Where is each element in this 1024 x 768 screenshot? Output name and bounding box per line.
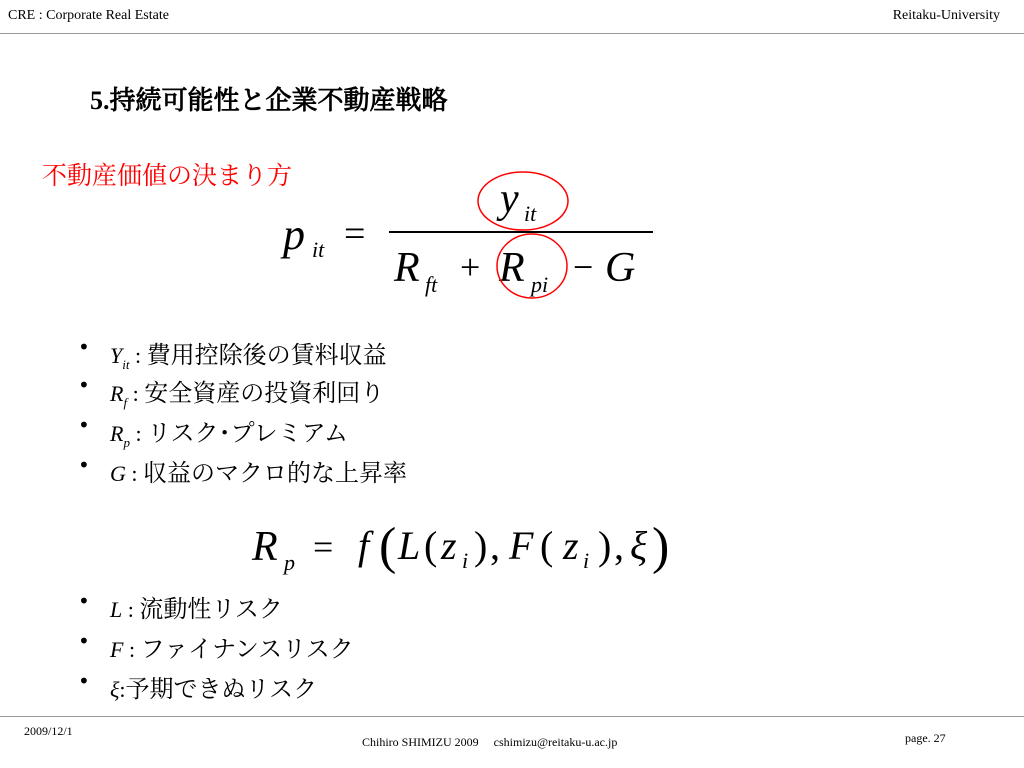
slide-title-text: 持続可能性と企業不動産戦略 — [109, 86, 448, 116]
footer-divider — [0, 716, 1024, 717]
bullet-colon: : — [119, 677, 126, 702]
formula2-z2-sub: i — [583, 548, 590, 573]
bullet-dot: • — [78, 335, 90, 359]
header-institution: Reitaku-University — [892, 8, 1000, 23]
bullet-symbol: R — [110, 421, 124, 446]
formula2-comma-2: , — [614, 523, 624, 568]
bullet-list-risk-factors — [78, 589, 578, 709]
bullet-text: 予期できぬリスク — [125, 675, 318, 703]
formula2-paren-close-1: ) — [474, 523, 488, 568]
bullet-colon: : — [129, 343, 147, 368]
bullet-text: 収益のマクロ的な上昇率 — [143, 459, 408, 487]
formula-den-R1-sub: ft — [425, 272, 438, 297]
bullet-symbol: G — [110, 461, 126, 486]
formula-den-R2-sub: pi — [531, 272, 549, 297]
formula2-F: F — [509, 523, 534, 568]
formula2-paren-open-2: ( — [540, 523, 554, 568]
formula-equals: = — [344, 213, 366, 255]
bullet-symbol: R — [110, 381, 124, 406]
slide-title — [90, 80, 448, 117]
footer-page-label: page. — [905, 731, 931, 745]
formula2-L: L — [398, 523, 421, 568]
formula-den-plus: + — [460, 247, 481, 287]
formula-den-G: G — [605, 245, 636, 291]
formula-den-minus: − — [573, 247, 594, 287]
bullet-symbol: L — [110, 597, 123, 622]
bullet-symbol: ξ — [110, 677, 120, 702]
bullet-dot: • — [78, 453, 90, 477]
bullet-dot: • — [78, 373, 90, 397]
footer-page — [905, 731, 946, 746]
formula-lhs-p: p — [283, 210, 305, 259]
footer-date: 2009/12/1 — [24, 724, 73, 738]
bullet-dot: • — [78, 589, 90, 613]
highlight-circle-numerator — [478, 172, 568, 230]
bullet-dot: • — [78, 629, 90, 653]
bullet-colon: : — [123, 637, 141, 662]
bullet-symbol-sub: p — [123, 435, 130, 450]
bullet-colon: : — [127, 381, 145, 406]
bullet-list-definitions — [78, 335, 578, 495]
formula2-paren-open-1: ( — [424, 523, 438, 568]
bullet-text: 費用控除後の賃料収益 — [146, 341, 387, 369]
formula2-z2: z — [563, 523, 579, 568]
footer-page-number: 27 — [933, 731, 946, 745]
bullet-text: 安全資産の投資利回り — [144, 379, 385, 407]
price-formula — [0, 170, 700, 300]
formula-lhs-sub: it — [312, 237, 325, 262]
bullet-dot: • — [78, 413, 90, 437]
formula2-paren-close-2: ) — [598, 523, 612, 568]
footer-author-email: Chihiro SHIMIZU 2009 cshimizu@reitaku-u.ac.jp — [362, 735, 618, 749]
formula-numerator-sub: it — [524, 201, 537, 226]
formula2-comma-1: , — [490, 523, 500, 568]
bullet-text: 流動性リスク — [139, 595, 283, 623]
bullet-symbol-sub: it — [122, 357, 130, 372]
formula2-z1-sub: i — [462, 548, 469, 573]
bullet-symbol-sub: f — [123, 395, 128, 410]
bullet-dot: • — [78, 669, 90, 693]
slide-title-number: 5. — [90, 86, 110, 115]
bullet-colon: : — [125, 461, 144, 486]
bullet-colon: : — [122, 597, 140, 622]
bullet-colon: : — [129, 421, 148, 446]
bullet-text: ファイナンスリスク — [140, 635, 354, 663]
formula2-xi: ξ — [630, 523, 648, 568]
formula2-outer-open-paren: ( — [379, 518, 397, 575]
formula-numerator-y: y — [500, 176, 519, 222]
formula-den-R1: R — [394, 245, 420, 291]
formula2-lhs-sub: p — [284, 550, 295, 575]
formula2-outer-close-paren: ) — [652, 518, 670, 575]
formula2-equals: = — [313, 527, 334, 567]
bullet-symbol: F — [110, 637, 124, 662]
risk-premium-formula — [240, 510, 700, 580]
formula2-f: f — [358, 523, 370, 568]
section-subtitle: 不動産価値の決まり方 — [42, 161, 293, 190]
formula2-lhs-R: R — [252, 524, 278, 570]
formula2-z1: z — [441, 523, 457, 568]
header-divider — [0, 33, 1024, 34]
bullet-text: リスク･プレミアム — [147, 419, 348, 447]
bullet-symbol: Y — [110, 343, 123, 368]
formula-den-R2: R — [499, 245, 525, 291]
header-course-title: CRE : Corporate Real Estate — [8, 8, 169, 23]
